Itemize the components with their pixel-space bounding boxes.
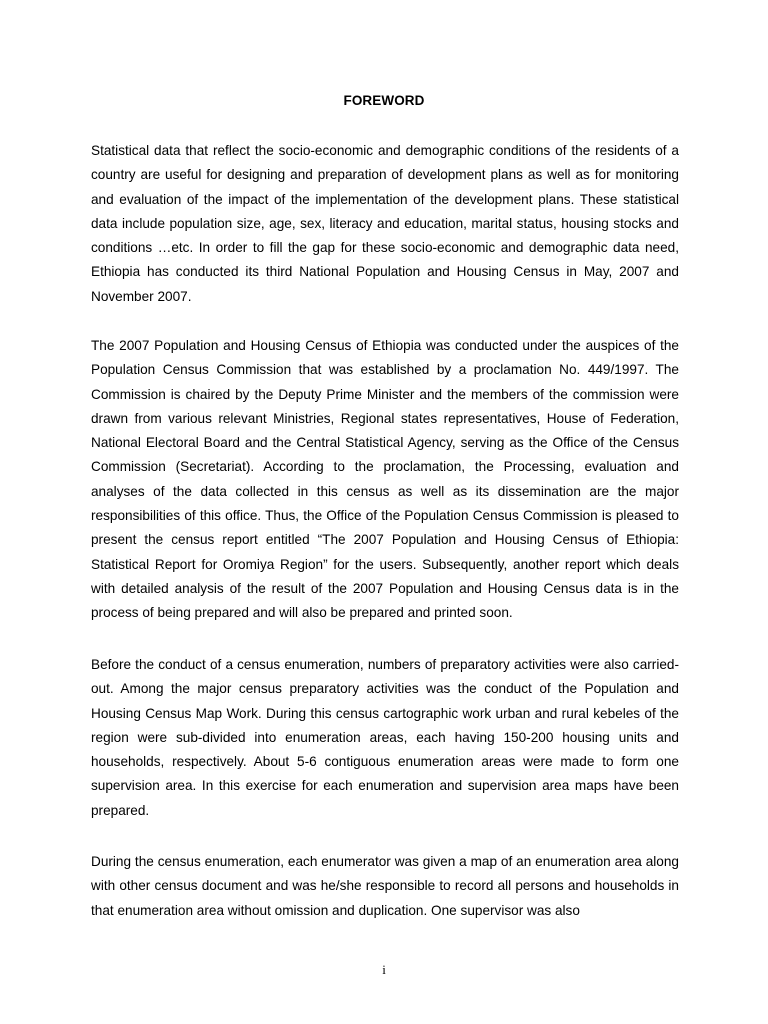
page-title: FOREWORD — [343, 93, 425, 108]
page-number: i — [382, 962, 386, 977]
paragraph-4: During the census enumeration, each enumerator was given a map of an enumeration area along with other census document and was he/she responsible to record all persons and households in that enumeration area without omission and duplication. One supervisor was also — [91, 854, 679, 918]
paragraph-1: Statistical data that reflect the socio-economic and demographic conditions of the residents of a country are useful for designing and preparation of development plans as well as for monitoring and evaluation of the impact of the implementation of the development plans. These statistical data include population size, age, sex, literacy and education, marital status, housing stocks and conditions …etc. In order to fill the gap for these socio-economic and demographic data need, Ethiopia has conducted its third National Population and Housing Census in May, 2007 and November 2007. — [91, 143, 679, 304]
paragraph-3: Before the conduct of a census enumeration, numbers of preparatory activities were also carried-out. Among the major census preparatory activities was the conduct of the Population and Housing Census Map Work. During this census cartographic work urban and rural kebeles of the region were sub-divided into enumeration areas, each having 150-200 housing units and households, respectively. About 5-6 contiguous enumeration areas were made to form one supervision area. In this exercise for each enumeration and supervision area maps have been prepared. — [91, 657, 679, 818]
paragraph-2: The 2007 Population and Housing Census of Ethiopia was conducted under the auspices of the Population Census Commission that was established by a proclamation No. 449/1997. The Commission is chaired by the Deputy Prime Minister and the members of the commission were drawn from various relevant Ministries, Regional states representatives, House of Federation, National Electoral Board and the Central Statistical Agency, serving as the Office of the Census Commission (Secretariat). According to the proclamation, the Processing, evaluation and analyses of the data collected in this census as well as its dissemination are the major responsibilities of this office. Thus, the Office of the Population Census Commission is pleased to present the census report entitled “The 2007 Population and Housing Census of Ethiopia: Statistical Report for Oromiya Region” for the users. Subsequently, another report which deals with detailed analysis of the result of the 2007 Population and Housing Census data is in the process of being prepared and will also be prepared and printed soon. — [91, 338, 679, 621]
